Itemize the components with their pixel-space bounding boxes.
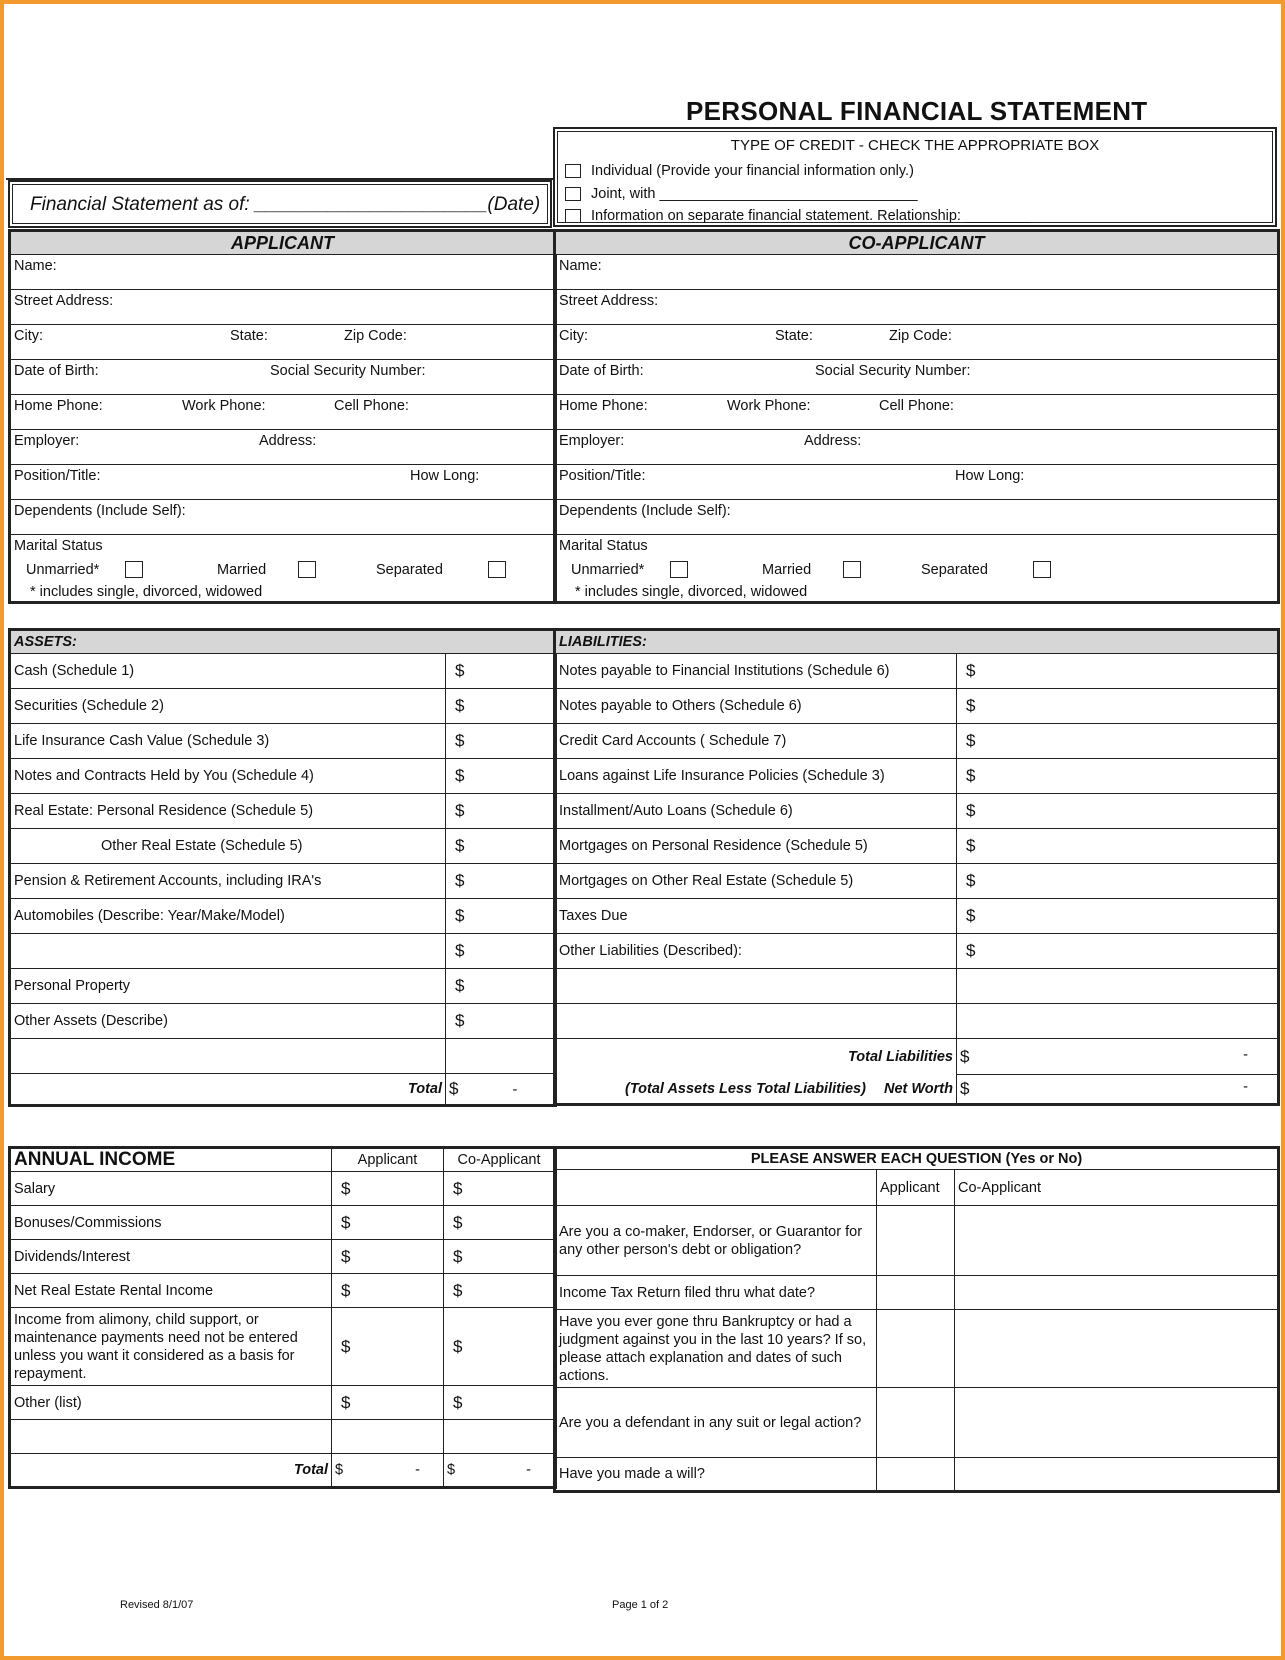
liability-label: Installment/Auto Loans (Schedule 6) bbox=[555, 794, 957, 829]
city-label: City: bbox=[559, 328, 588, 344]
liability-label bbox=[555, 969, 957, 1004]
marital-label: Marital Status bbox=[559, 538, 648, 554]
income-co-applicant-dollar: $ bbox=[453, 1212, 463, 1232]
married-checkbox[interactable] bbox=[298, 561, 316, 578]
liability-row bbox=[555, 1004, 1279, 1039]
asset-label: Securities (Schedule 2) bbox=[10, 689, 446, 724]
income-row bbox=[10, 1308, 556, 1386]
home-phone-label: Home Phone: bbox=[559, 398, 648, 414]
question-applicant-answer[interactable] bbox=[877, 1310, 955, 1388]
question-row bbox=[555, 1276, 1279, 1310]
asset-row bbox=[10, 689, 556, 724]
liability-row bbox=[555, 969, 1279, 1004]
state-label: State: bbox=[775, 328, 813, 344]
address-label: Address: bbox=[259, 433, 317, 449]
asset-amount-field[interactable] bbox=[446, 654, 556, 689]
income-total-co-applicant bbox=[444, 1454, 556, 1488]
checkbox-joint[interactable] bbox=[565, 187, 581, 201]
cell-phone-label: Cell Phone: bbox=[879, 398, 954, 414]
credit-option-separate[interactable] bbox=[565, 208, 1030, 224]
credit-option-label: Information on separate financial statement. Relationship: ________ bbox=[591, 208, 1030, 224]
married-checkbox[interactable] bbox=[843, 561, 861, 578]
liability-dollar: $ bbox=[966, 836, 976, 855]
questions-header: PLEASE ANSWER EACH QUESTION (Yes or No) bbox=[555, 1148, 1279, 1170]
liability-label bbox=[555, 1004, 957, 1039]
income-total-applicant-value: - bbox=[415, 1462, 420, 1478]
liability-dollar: $ bbox=[966, 766, 976, 785]
question-text: Are you a defendant in any suit or legal action? bbox=[555, 1388, 877, 1458]
asset-dollar: $ bbox=[455, 661, 465, 680]
separated-label: Separated bbox=[921, 562, 988, 578]
liabilities-total-dollar: $ bbox=[960, 1046, 970, 1066]
liability-label: Notes payable to Others (Schedule 6) bbox=[555, 689, 957, 724]
co-applicant-phone-row[interactable] bbox=[559, 395, 1274, 429]
name-label: Name: bbox=[14, 258, 57, 274]
income-co-applicant-field[interactable] bbox=[444, 1386, 556, 1420]
asset-row bbox=[10, 654, 556, 689]
income-applicant-dollar: $ bbox=[341, 1178, 351, 1198]
net-worth-description: (Total Assets Less Total Liabilities) bbox=[625, 1080, 866, 1097]
separated-label: Separated bbox=[376, 562, 443, 578]
liability-amount-field[interactable] bbox=[957, 829, 1279, 864]
asset-label: Automobiles (Describe: Year/Make/Model) bbox=[10, 899, 446, 934]
liability-row bbox=[555, 829, 1279, 864]
asset-amount-field[interactable] bbox=[446, 864, 556, 899]
question-co-applicant-answer[interactable] bbox=[955, 1206, 1279, 1276]
question-co-applicant-answer[interactable] bbox=[955, 1276, 1279, 1310]
liability-dollar: $ bbox=[966, 696, 976, 715]
liability-amount-field[interactable] bbox=[957, 654, 1279, 689]
dependents-label: Dependents (Include Self): bbox=[14, 503, 186, 519]
unmarried-label: Unmarried* bbox=[571, 562, 645, 578]
liability-row bbox=[555, 724, 1279, 759]
asset-amount-field[interactable] bbox=[446, 724, 556, 759]
asset-label: Personal Property bbox=[10, 969, 446, 1004]
credit-option-individual[interactable] bbox=[565, 163, 914, 179]
net-worth-label-cell bbox=[555, 1075, 957, 1105]
street-label: Street Address: bbox=[559, 293, 659, 309]
income-applicant-field[interactable] bbox=[332, 1172, 444, 1206]
revised-date: Revised 8/1/07 bbox=[120, 1599, 194, 1611]
income-applicant-field[interactable] bbox=[332, 1274, 444, 1308]
income-co-applicant-dollar: $ bbox=[453, 1336, 463, 1356]
income-co-applicant-field[interactable] bbox=[444, 1172, 556, 1206]
marital-note: * includes single, divorced, widowed bbox=[575, 584, 808, 600]
liability-label: Taxes Due bbox=[555, 899, 957, 934]
page-number: Page 1 of 2 bbox=[612, 1599, 669, 1611]
question-row bbox=[555, 1206, 1279, 1276]
liability-row bbox=[555, 934, 1279, 969]
asset-label: Other Real Estate (Schedule 5) bbox=[10, 829, 446, 864]
ssn-label: Social Security Number: bbox=[270, 363, 426, 379]
income-row bbox=[10, 1386, 556, 1420]
question-text: Income Tax Return filed thru what date? bbox=[555, 1276, 877, 1310]
liability-label: Credit Card Accounts ( Schedule 7) bbox=[555, 724, 957, 759]
credit-option-joint[interactable] bbox=[565, 186, 918, 202]
asset-row bbox=[10, 724, 556, 759]
asset-dollar: $ bbox=[455, 836, 465, 855]
asset-label: Life Insurance Cash Value (Schedule 3) bbox=[10, 724, 446, 759]
income-total-applicant-dollar: $ bbox=[335, 1462, 344, 1478]
asset-amount-field[interactable] bbox=[446, 689, 556, 724]
asset-amount-field[interactable] bbox=[446, 899, 556, 934]
asset-row bbox=[10, 969, 556, 1004]
applicant-name-row[interactable] bbox=[14, 255, 551, 289]
applicant-dob-row[interactable] bbox=[14, 360, 551, 394]
assets-table bbox=[8, 628, 557, 1107]
asset-row bbox=[10, 864, 556, 899]
married-label: Married bbox=[762, 562, 812, 578]
liability-dollar: $ bbox=[966, 801, 976, 820]
asset-row bbox=[10, 794, 556, 829]
income-applicant-field[interactable] bbox=[332, 1420, 444, 1454]
liability-dollar: $ bbox=[966, 731, 976, 750]
co-applicant-dependents-row[interactable] bbox=[559, 500, 1274, 534]
question-text: Are you a co-maker, Endorser, or Guarantor for any other person's debt or obligation? bbox=[555, 1206, 877, 1276]
work-phone-label: Work Phone: bbox=[182, 398, 266, 414]
asset-amount-field[interactable] bbox=[446, 969, 556, 1004]
liability-dollar: $ bbox=[966, 941, 976, 960]
applicant-street-row[interactable] bbox=[14, 290, 551, 324]
asset-dollar: $ bbox=[455, 906, 465, 925]
question-applicant-answer[interactable] bbox=[877, 1276, 955, 1310]
checkbox-individual[interactable] bbox=[565, 164, 581, 178]
question-row bbox=[555, 1458, 1279, 1492]
question-co-applicant-answer[interactable] bbox=[955, 1388, 1279, 1458]
city-label: City: bbox=[14, 328, 43, 344]
credit-option-label: Individual (Provide your financial information only.) bbox=[591, 163, 914, 179]
asset-label bbox=[10, 1039, 446, 1074]
co-applicant-street-row[interactable] bbox=[559, 290, 1274, 324]
income-total-co-applicant-value: - bbox=[526, 1462, 531, 1478]
asset-row bbox=[10, 829, 556, 864]
asset-label: Pension & Retirement Accounts, including IRA's bbox=[10, 864, 446, 899]
liability-label: Notes payable to Financial Institutions (Schedule 6) bbox=[555, 654, 957, 689]
annual-income-table bbox=[8, 1146, 557, 1489]
income-applicant-dollar: $ bbox=[341, 1336, 351, 1356]
liabilities-total-value: - bbox=[1243, 1046, 1248, 1063]
income-col-applicant: Applicant bbox=[332, 1148, 444, 1172]
income-applicant-field[interactable] bbox=[332, 1206, 444, 1240]
liability-amount-field[interactable] bbox=[957, 1004, 1279, 1039]
liability-label: Loans against Life Insurance Policies (Schedule 3) bbox=[555, 759, 957, 794]
liability-row bbox=[555, 794, 1279, 829]
asset-dollar: $ bbox=[455, 1011, 465, 1030]
income-row bbox=[10, 1274, 556, 1308]
position-label: Position/Title: bbox=[14, 468, 101, 484]
asset-row bbox=[10, 899, 556, 934]
work-phone-label: Work Phone: bbox=[727, 398, 811, 414]
asset-row bbox=[10, 934, 556, 969]
income-label: Bonuses/Commissions bbox=[10, 1206, 332, 1240]
questions-col-co-applicant: Co-Applicant bbox=[955, 1170, 1279, 1206]
co-applicant-name-row[interactable] bbox=[559, 255, 1274, 289]
unmarried-checkbox[interactable] bbox=[670, 561, 688, 578]
statement-date-box bbox=[8, 180, 552, 228]
how-long-label: How Long: bbox=[955, 468, 1025, 484]
income-col-co-applicant: Co-Applicant bbox=[444, 1148, 556, 1172]
liability-dollar: $ bbox=[966, 661, 976, 680]
applicant-info-table bbox=[8, 229, 557, 604]
co-applicant-dob-row[interactable] bbox=[559, 360, 1274, 394]
asset-row bbox=[10, 1039, 556, 1074]
asset-amount-field[interactable] bbox=[446, 794, 556, 829]
liabilities-header: LIABILITIES: bbox=[555, 630, 1279, 654]
married-label: Married bbox=[217, 562, 267, 578]
applicant-header: APPLICANT bbox=[10, 231, 556, 255]
asset-label: Other Assets (Describe) bbox=[10, 1004, 446, 1039]
liability-amount-field[interactable] bbox=[957, 724, 1279, 759]
applicant-phone-row[interactable] bbox=[14, 395, 551, 429]
liability-row bbox=[555, 654, 1279, 689]
asset-dollar: $ bbox=[455, 941, 465, 960]
statement-date-field[interactable]: Financial Statement as of: ______________________(Date) bbox=[30, 194, 541, 215]
checkbox-separate[interactable] bbox=[565, 209, 581, 223]
name-label: Name: bbox=[559, 258, 602, 274]
dob-label: Date of Birth: bbox=[559, 363, 644, 379]
page-title: PERSONAL FINANCIAL STATEMENT bbox=[686, 96, 1148, 126]
marital-label: Marital Status bbox=[14, 538, 103, 554]
income-applicant-dollar: $ bbox=[341, 1246, 351, 1266]
separated-checkbox[interactable] bbox=[488, 561, 506, 578]
liability-amount-field[interactable] bbox=[957, 794, 1279, 829]
employer-label: Employer: bbox=[14, 433, 80, 449]
liability-amount-field[interactable] bbox=[957, 934, 1279, 969]
annual-income-header: ANNUAL INCOME bbox=[10, 1148, 332, 1172]
question-text: Have you made a will? bbox=[555, 1458, 877, 1492]
unmarried-checkbox[interactable] bbox=[125, 561, 143, 578]
liability-label: Mortgages on Personal Residence (Schedule 5) bbox=[555, 829, 957, 864]
asset-row bbox=[10, 1004, 556, 1039]
asset-label: Real Estate: Personal Residence (Schedule 5) bbox=[10, 794, 446, 829]
question-applicant-answer[interactable] bbox=[877, 1458, 955, 1492]
income-applicant-dollar: $ bbox=[341, 1280, 351, 1300]
net-worth-label: Net Worth bbox=[883, 1080, 953, 1097]
co-applicant-city-row[interactable] bbox=[559, 325, 1274, 359]
co-applicant-marital-row bbox=[559, 535, 1274, 601]
liability-amount-field[interactable] bbox=[957, 899, 1279, 934]
question-row bbox=[555, 1310, 1279, 1388]
question-co-applicant-answer[interactable] bbox=[955, 1310, 1279, 1388]
income-label: Net Real Estate Rental Income bbox=[10, 1274, 332, 1308]
dependents-label: Dependents (Include Self): bbox=[559, 503, 731, 519]
ssn-label: Social Security Number: bbox=[815, 363, 971, 379]
income-co-applicant-dollar: $ bbox=[453, 1246, 463, 1266]
address-label: Address: bbox=[804, 433, 862, 449]
co-applicant-employer-row[interactable] bbox=[559, 430, 1274, 464]
income-row bbox=[10, 1240, 556, 1274]
type-of-credit-box bbox=[553, 127, 1277, 227]
liability-amount-field[interactable] bbox=[957, 759, 1279, 794]
net-worth-value: - bbox=[1243, 1079, 1248, 1095]
asset-label bbox=[10, 934, 446, 969]
applicant-marital-row bbox=[14, 535, 551, 601]
income-applicant-dollar: $ bbox=[341, 1392, 351, 1412]
liability-row bbox=[555, 689, 1279, 724]
asset-row bbox=[10, 759, 556, 794]
asset-dollar: $ bbox=[455, 871, 465, 890]
assets-total-cell bbox=[446, 1074, 556, 1106]
net-worth-dollar: $ bbox=[960, 1079, 970, 1098]
asset-dollar: $ bbox=[455, 696, 465, 715]
zip-label: Zip Code: bbox=[889, 328, 952, 344]
asset-label: Notes and Contracts Held by You (Schedule 4) bbox=[10, 759, 446, 794]
assets-total-dollar: $ bbox=[449, 1079, 459, 1098]
asset-amount-field[interactable] bbox=[446, 1039, 556, 1074]
income-label: Income from alimony, child support, or maintenance payments need not be entered unless you want it considered as a basis for repayment. bbox=[10, 1308, 332, 1386]
income-co-applicant-field[interactable] bbox=[444, 1274, 556, 1308]
street-label: Street Address: bbox=[14, 293, 114, 309]
liability-label: Other Liabilities (Described): bbox=[555, 934, 957, 969]
applicant-dependents-row[interactable] bbox=[14, 500, 551, 534]
dob-label: Date of Birth: bbox=[14, 363, 99, 379]
questions-blank-header bbox=[555, 1170, 877, 1206]
income-co-applicant-dollar: $ bbox=[453, 1280, 463, 1300]
income-co-applicant-field[interactable] bbox=[444, 1308, 556, 1386]
income-co-applicant-dollar: $ bbox=[453, 1392, 463, 1412]
income-label: Salary bbox=[10, 1172, 332, 1206]
asset-amount-field[interactable] bbox=[446, 1004, 556, 1039]
cell-phone-label: Cell Phone: bbox=[334, 398, 409, 414]
question-row bbox=[555, 1388, 1279, 1458]
income-total-co-applicant-dollar: $ bbox=[447, 1462, 456, 1478]
liability-amount-field[interactable] bbox=[957, 864, 1279, 899]
income-label bbox=[10, 1420, 332, 1454]
income-applicant-field[interactable] bbox=[332, 1308, 444, 1386]
income-co-applicant-field[interactable] bbox=[444, 1420, 556, 1454]
asset-amount-field[interactable] bbox=[446, 829, 556, 864]
income-applicant-dollar: $ bbox=[341, 1212, 351, 1232]
applicant-position-row[interactable] bbox=[14, 465, 551, 499]
assets-header: ASSETS: bbox=[10, 630, 556, 654]
liability-row bbox=[555, 759, 1279, 794]
zip-label: Zip Code: bbox=[344, 328, 407, 344]
unmarried-label: Unmarried* bbox=[26, 562, 100, 578]
questions-table bbox=[553, 1146, 1280, 1493]
position-label: Position/Title: bbox=[559, 468, 646, 484]
credit-option-label: Joint, with ________________________________ bbox=[591, 186, 918, 202]
income-row bbox=[10, 1172, 556, 1206]
income-total-applicant bbox=[332, 1454, 444, 1488]
co-applicant-info-table bbox=[553, 229, 1280, 604]
assets-total-value: - bbox=[512, 1082, 518, 1098]
questions-col-applicant: Applicant bbox=[877, 1170, 955, 1206]
liabilities-total-label: Total Liabilities bbox=[555, 1039, 957, 1075]
income-co-applicant-field[interactable] bbox=[444, 1206, 556, 1240]
liability-row bbox=[555, 899, 1279, 934]
question-applicant-answer[interactable] bbox=[877, 1388, 955, 1458]
liabilities-total-cell bbox=[957, 1039, 1279, 1075]
asset-dollar: $ bbox=[455, 766, 465, 785]
asset-amount-field[interactable] bbox=[446, 759, 556, 794]
question-applicant-answer[interactable] bbox=[877, 1206, 955, 1276]
how-long-label: How Long: bbox=[410, 468, 480, 484]
income-co-applicant-dollar: $ bbox=[453, 1178, 463, 1198]
question-co-applicant-answer[interactable] bbox=[955, 1458, 1279, 1492]
employer-label: Employer: bbox=[559, 433, 625, 449]
co-applicant-position-row[interactable] bbox=[559, 465, 1274, 499]
credit-heading: TYPE OF CREDIT - CHECK THE APPROPRIATE BOX bbox=[730, 137, 1100, 154]
income-label: Other (list) bbox=[10, 1386, 332, 1420]
income-applicant-field[interactable] bbox=[332, 1240, 444, 1274]
liability-dollar: $ bbox=[966, 906, 976, 925]
liability-dollar: $ bbox=[966, 871, 976, 890]
liability-amount-field[interactable] bbox=[957, 969, 1279, 1004]
applicant-city-row[interactable] bbox=[14, 325, 551, 359]
income-co-applicant-field[interactable] bbox=[444, 1240, 556, 1274]
state-label: State: bbox=[230, 328, 268, 344]
asset-amount-field[interactable] bbox=[446, 934, 556, 969]
separated-checkbox[interactable] bbox=[1033, 561, 1051, 578]
liabilities-table bbox=[553, 628, 1280, 1106]
question-text: Have you ever gone thru Bankruptcy or had a judgment against you in the last 10 years? If so, please attach explanation and dates of such actions. bbox=[555, 1310, 877, 1388]
asset-dollar: $ bbox=[455, 801, 465, 820]
asset-dollar: $ bbox=[455, 976, 465, 995]
income-total-label: Total bbox=[10, 1454, 332, 1488]
net-worth-cell bbox=[957, 1075, 1279, 1105]
liability-amount-field[interactable] bbox=[957, 689, 1279, 724]
co-applicant-header: CO-APPLICANT bbox=[555, 231, 1279, 255]
marital-note: * includes single, divorced, widowed bbox=[30, 584, 263, 600]
asset-dollar: $ bbox=[455, 731, 465, 750]
asset-label: Cash (Schedule 1) bbox=[10, 654, 446, 689]
liability-label: Mortgages on Other Real Estate (Schedule 5) bbox=[555, 864, 957, 899]
home-phone-label: Home Phone: bbox=[14, 398, 103, 414]
income-row bbox=[10, 1420, 556, 1454]
income-applicant-field[interactable] bbox=[332, 1386, 444, 1420]
liability-row bbox=[555, 864, 1279, 899]
income-label: Dividends/Interest bbox=[10, 1240, 332, 1274]
income-row bbox=[10, 1206, 556, 1240]
applicant-employer-row[interactable] bbox=[14, 430, 551, 464]
assets-total-label: Total bbox=[10, 1074, 446, 1106]
